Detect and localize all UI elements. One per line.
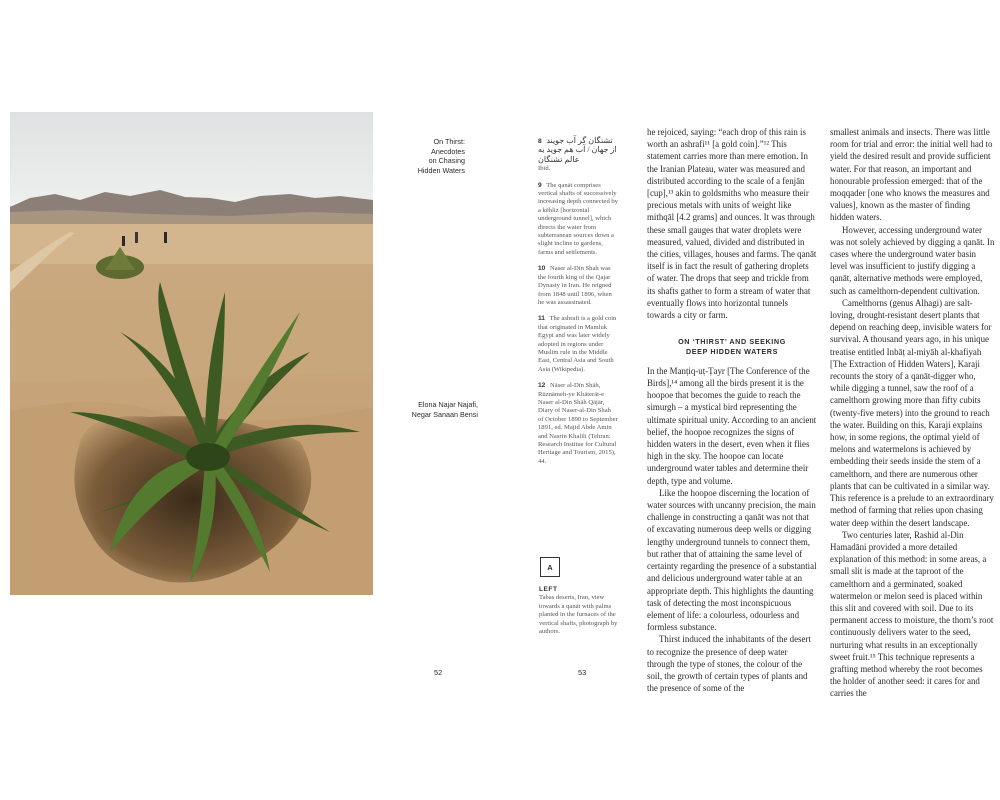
paragraph: Two centuries later, Rashid al-Din Hamadāni provided a more detailed explanation of this method: in some areas, a small slit is made at the taproot of the camelthorn and a germinated, soaked watermelon or melon seed is placed within this slit and covered with soil. Due to its permanent access to moisture, the thorn’s root continuously delivers water to the seed, nurturing what results in an exceptionally sweet fruit.¹⁵ This technique represents a grafting method whereby the root becomes the holder of another seed: it cares for and carries the — [830, 529, 994, 699]
note-text: Ibid. — [538, 165, 551, 173]
paragraph: Like the hoopoe discerning the location of water sources with uncanny precision, the main challenge in constructing a qanāt was not that of excavating numerous deep wells or digging lengthy underground tunnels to connect them, but rather that of attaining the same level of certainty regarding the presence of a substantial and delicious underground water table at an appropriate depth. This highlights the daunting task of detecting the most inconspicuous element of life: a colourless, odourless and formless substance. — [647, 487, 817, 633]
note-number: 11 — [538, 315, 545, 323]
desert-qanat-photo — [10, 112, 373, 595]
caption-text: Tabas deserts, Iran, view towards a qanāt with palms planted in the furnaces of the vertical shafts, photograph by authors. — [539, 594, 618, 636]
note-number: 10 — [538, 265, 546, 273]
note-number: 12 — [538, 382, 546, 390]
body-column-2 — [830, 126, 995, 700]
caption-heading: LEFT — [539, 586, 558, 593]
note-text: The ashrafi is a gold coin that originated in Mamluk Egypt and was later widely adopted in regions under Muslim rule in the Middle East, Central Asia and South Asia (Wikipedia). — [538, 315, 617, 373]
note-8 — [538, 137, 618, 174]
note-9 — [538, 182, 618, 258]
page-number-left: 52 — [434, 668, 443, 677]
note-12 — [538, 382, 618, 466]
paragraph: However, accessing underground water was not solely achieved by digging a qanāt. In cases where the underground water basin level was insufficient to justify digging a qanāt, alternative methods were employed, such as camelthorn-dependent cultivation. — [830, 224, 995, 296]
paragraph: Camelthorns (genus Alhagi) are salt-loving, drought-resistant desert plants that depend on reaching deep, invisible waters for survival. A thousand years ago, in his unique treatise entitled Inbāṭ al-miyāh al-khafiyah [The Extraction of Hidden Waters], Karaji recounts the story of a qanāt-digger who, while digging a tunnel, saw the roof of a camelthorn growing more than fifty cubits (twenty-five meters) into the ground to reach the water. Building on this, Karaji explains how, in some regions, the optimal yield of melons and watermelons is achieved by embedding their seeds inside the stem of a camelthorn, and there are numerous other plants that can be cultivated in a similar way. This reference is a prelude to an extraordinary method of farming that relies upon chasing water deep within the desert landscape. — [830, 297, 994, 528]
section-heading: ON ‘THIRST’ AND SEEKING DEEP HIDDEN WATERS — [678, 337, 786, 357]
paragraph: In the Manṭiq-uṭ-Ṭayr [The Conference of the Birds],¹⁴ among all the birds present it is the hoopoe that becomes the guide to reach the simurgh – a mystical bird representing the ultimate spiritual unity. According to an ancient belief, the hoopoe recognizes the signs of hidden waters in the desert, even when it flies high in the sky. The hoopoe can locate underground water tables and determine their depth, type and volume. — [647, 365, 817, 486]
note-number: 9 — [538, 181, 542, 189]
note-11 — [538, 315, 618, 374]
paragraph: he rejoiced, saying: “each drop of this rain is worth an ashrafi¹¹ [a gold coin].”¹² This statement carries more than mere emotion. In the Iranian Plateau, water was measured and distributed according to the scale of a fenjān [cup],¹³ akin to goldsmiths who measure their precious metals with units of weight like mithqāl [4.2 grams] and ounces. It was through these small gauges that water droplets were measured, valued, divided and distributed in the cities, villages, houses and farms. The qanāt itself is in fact the result of gathering droplets of water. The drops that seep and trickle from its shafts gather to form a stream of water that eventually flows into horizontal tunnels towards a city or farm. — [647, 127, 817, 321]
note-text: The qanāt comprises vertical shafts of successively increasing depth connected by a kĕhliz [horizontal underground tunnel], which directs the water from subterranean sources down a slight incline to gardens, farms and settlements. — [538, 181, 619, 256]
note-text: Naser al-Din Shah was the fourth king of the Qajar Dynasty in Iran. He reigned from 1848 until 1896, when he was assassinated. — [538, 265, 612, 306]
authors-credit: Elona Najar Najafi, Negar Sanaan Bensi — [411, 400, 478, 419]
paragraph: smallest animals and insects. There was little room for trial and error: the initial well had to yield the desired result and provide sufficient water. For that reason, an important and honourable profession emerged: that of the moqqader [one who knows the measures and values], known as the master of finding hidden waters. — [830, 127, 993, 223]
persian-verse: تشنگان گر آب جویند از جهان / آب هم جوید به عالم تشنگان — [538, 136, 617, 164]
paragraph: Thirst induced the inhabitants of the desert to recognize the presence of deep water through the type of stones, the colour of the soil, the growth of certain types of plants and the presence of some of the — [647, 634, 811, 694]
body-column-1 — [647, 126, 817, 694]
page-number-right: 53 — [578, 668, 587, 677]
note-text: Nāser al-Dīn Shāh, Rūznāmeh-ye Khāterāt-e Naser al-Din Shāh Qājār, Diary of Naser-al-Din Shah of October 1890 to September 1891, ed. Majid Abde Amin and Nasrin Khalili (Tehran: Research Institue for Cultural Heritage and Tourism, 2015), 44. — [538, 382, 618, 465]
figure-caption — [539, 586, 619, 636]
note-number: 8 — [538, 138, 542, 145]
note-10 — [538, 265, 618, 307]
running-head: On Thirst: Anecdotes on Chasing Hidden Waters — [417, 137, 465, 175]
figure-label-box: A — [540, 557, 560, 577]
endnotes-column — [538, 137, 618, 474]
